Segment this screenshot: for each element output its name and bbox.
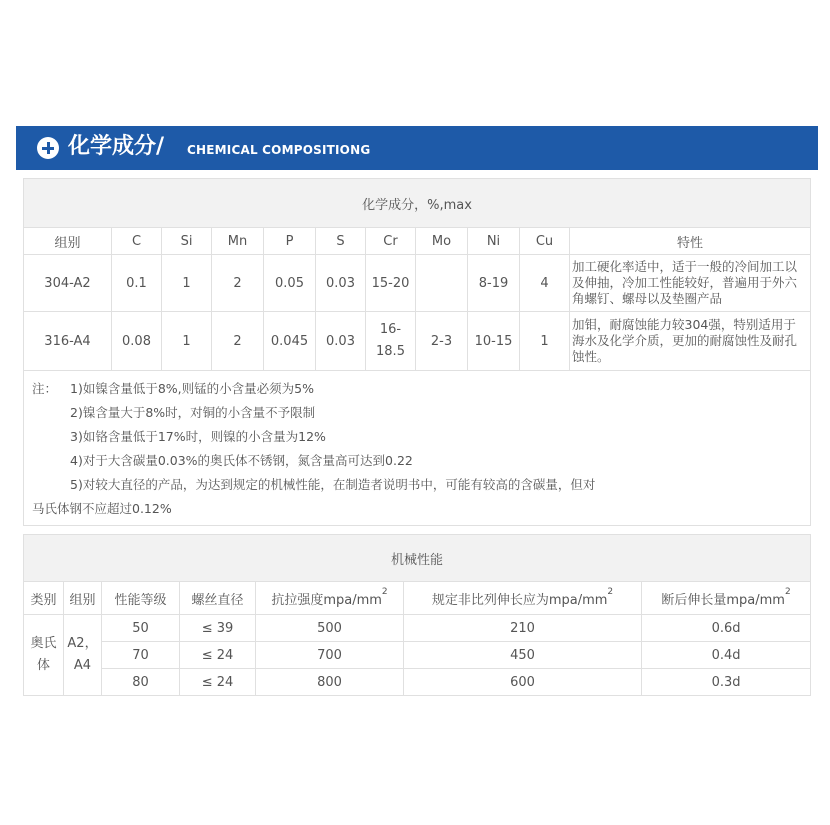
cell-cu: 1 bbox=[520, 312, 570, 371]
col-header: Mn bbox=[212, 228, 264, 255]
cell-c: 0.08 bbox=[112, 312, 162, 371]
note-line: 马氏体钢不应超过0.12% bbox=[32, 501, 172, 516]
col-header: Cr bbox=[366, 228, 416, 255]
note-line: 2)镍含量大于8%时，对铜的小含量不予限制 bbox=[70, 405, 316, 420]
cell-p: 0.05 bbox=[264, 255, 316, 312]
cell-elongation: 0.6d bbox=[642, 615, 811, 642]
chemical-composition-table bbox=[23, 178, 811, 526]
note-line: 5)对较大直径的产品，为达到规定的机械性能，在制造者说明书中，可能有较高的含碳量，但对 bbox=[70, 477, 596, 492]
banner-title-en: CHEMICAL COMPOSITIONG bbox=[187, 143, 371, 157]
col-header: C bbox=[112, 228, 162, 255]
cell-yield: 600 bbox=[404, 669, 642, 696]
cell-s: 0.03 bbox=[316, 255, 366, 312]
cell-group: 316-A4 bbox=[24, 312, 112, 371]
cell-cr: 15-20 bbox=[366, 255, 416, 312]
col-header: P bbox=[264, 228, 316, 255]
cell-diameter: ≤ 39 bbox=[180, 615, 256, 642]
col-header: 断后伸长量mpa/$mm^2$ bbox=[642, 582, 811, 615]
cell-mo bbox=[416, 255, 468, 312]
col-header: 组别 bbox=[24, 228, 112, 255]
note-line: 3)如铬含量低于17%时，则镍的小含量为12% bbox=[70, 429, 326, 444]
cell-s: 0.03 bbox=[316, 312, 366, 371]
banner-title-zh: 化学成分/ bbox=[68, 134, 165, 159]
col-header: 性能等级 bbox=[102, 582, 180, 615]
cell-mo: 2-3 bbox=[416, 312, 468, 371]
col-header: Si bbox=[162, 228, 212, 255]
cell-mn: 2 bbox=[212, 312, 264, 371]
table-row bbox=[24, 615, 811, 642]
cell-c: 0.1 bbox=[112, 255, 162, 312]
mechanical-properties-table bbox=[23, 534, 811, 696]
cell-tensile: 800 bbox=[256, 669, 404, 696]
table-row bbox=[24, 255, 811, 312]
cell-grade: 80 bbox=[102, 669, 180, 696]
cell-tensile: 700 bbox=[256, 642, 404, 669]
cell-diameter: ≤ 24 bbox=[180, 642, 256, 669]
cell-cu: 4 bbox=[520, 255, 570, 312]
section-banner bbox=[16, 126, 818, 170]
note-line: 注： 1)如镍含量低于8%,则锰的小含量必须为5% bbox=[32, 377, 802, 401]
mech-table-title: 机械性能 bbox=[24, 535, 811, 582]
cell-p: 0.045 bbox=[264, 312, 316, 371]
table-row bbox=[24, 642, 811, 669]
cell-cr bbox=[366, 312, 416, 371]
cell-grade: 50 bbox=[102, 615, 180, 642]
notes-block bbox=[24, 371, 811, 526]
cell-elongation: 0.4d bbox=[642, 642, 811, 669]
notes-label: 注： bbox=[32, 381, 58, 396]
plus-circle-icon bbox=[37, 137, 59, 159]
cell-cr-line2: 18.5 bbox=[376, 344, 405, 359]
col-header: 类别 bbox=[24, 582, 64, 615]
cell-feature: 加钼，耐腐蚀能力较304强，特别适用于海水及化学介质，更加的耐腐蚀性及耐孔蚀性。 bbox=[570, 312, 811, 371]
col-header: S bbox=[316, 228, 366, 255]
cell-ni: 8-19 bbox=[468, 255, 520, 312]
col-header: 组别 bbox=[64, 582, 102, 615]
col-header: Cu bbox=[520, 228, 570, 255]
cell-yield: 450 bbox=[404, 642, 642, 669]
cell-si: 1 bbox=[162, 312, 212, 371]
col-header: Ni bbox=[468, 228, 520, 255]
table-row bbox=[24, 669, 811, 696]
chem-table-title: 化学成分，%,max bbox=[24, 179, 811, 228]
col-header: 规定非比列伸长应为mpa/$mm^2$ bbox=[404, 582, 642, 615]
cell-category: 奥氏 体 bbox=[24, 615, 64, 696]
cell-mn: 2 bbox=[212, 255, 264, 312]
cell-cr-line1: 16- bbox=[379, 322, 402, 337]
cell-group: A2， A4 bbox=[64, 615, 102, 696]
table-row bbox=[24, 312, 811, 371]
col-header: Mo bbox=[416, 228, 468, 255]
cell-ni: 10-15 bbox=[468, 312, 520, 371]
col-header: 特性 bbox=[570, 228, 811, 255]
cell-group: 304-A2 bbox=[24, 255, 112, 312]
cell-diameter: ≤ 24 bbox=[180, 669, 256, 696]
col-header: 螺丝直径 bbox=[180, 582, 256, 615]
col-header: 抗拉强度mpa/$mm^2$ bbox=[256, 582, 404, 615]
cell-yield: 210 bbox=[404, 615, 642, 642]
cell-si: 1 bbox=[162, 255, 212, 312]
cell-tensile: 500 bbox=[256, 615, 404, 642]
cell-grade: 70 bbox=[102, 642, 180, 669]
cell-elongation: 0.3d bbox=[642, 669, 811, 696]
cell-feature: 加工硬化率适中，适于一般的冷间加工以及伸抽，冷加工性能较好，普遍用于外六角螺钉、螺母以及垫圈产品 bbox=[570, 255, 811, 312]
note-line: 4)对于大含碳量0.03%的奥氏体不锈钢，氮含量高可达到0.22 bbox=[70, 453, 413, 468]
